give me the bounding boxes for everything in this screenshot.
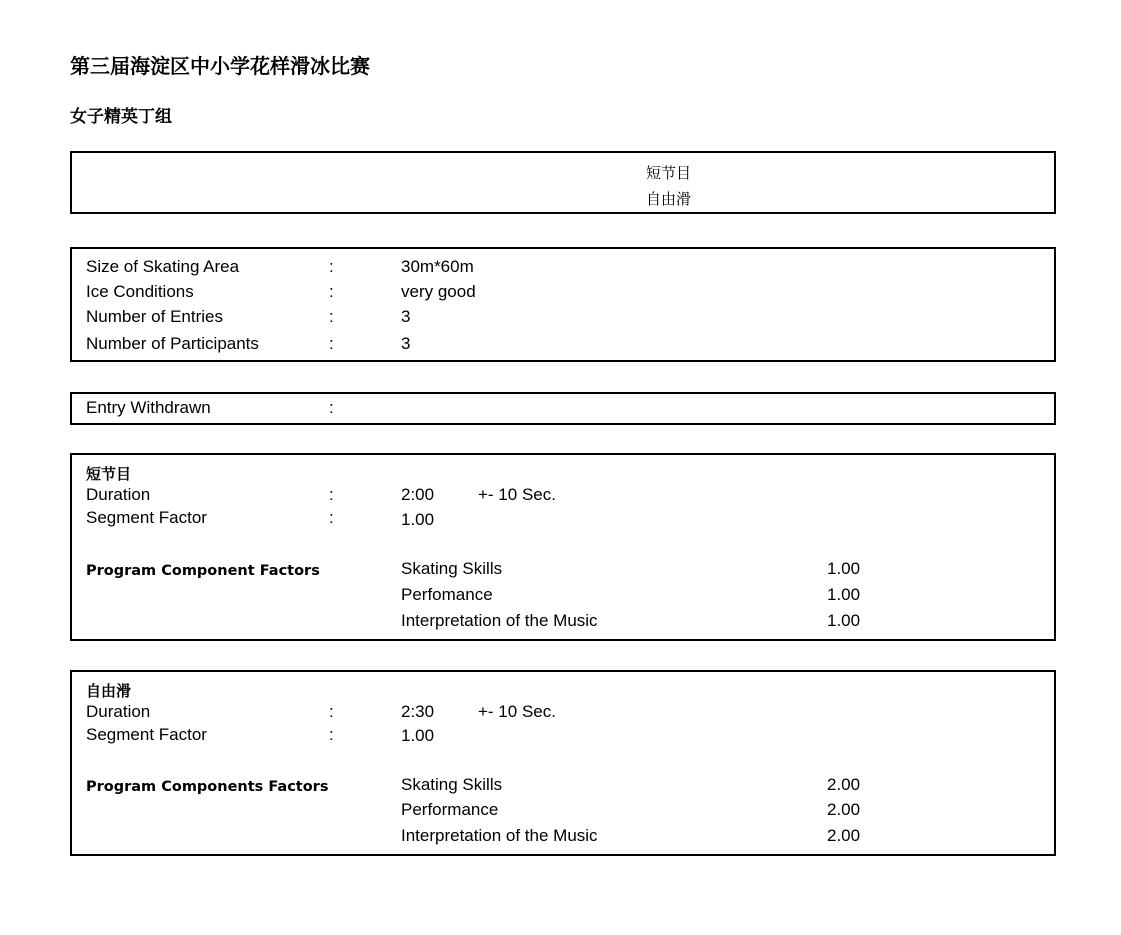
sp-component-name: Skating Skills — [401, 559, 503, 578]
segment-short-program: 短节目 — [646, 164, 692, 182]
fs-duration-tolerance: +- 10 Sec. — [478, 702, 556, 721]
fs-component-factor: 2.00 — [827, 775, 861, 794]
entries-label: Number of Entries — [86, 307, 223, 326]
fs-factor-colon: : — [329, 725, 334, 744]
withdrawn-colon: : — [329, 398, 334, 417]
entries-value: 3 — [401, 307, 411, 326]
sp-component-name: Interpretation of the Music — [401, 611, 598, 630]
ice-conditions-colon: : — [329, 282, 334, 301]
ice-conditions-value: very good — [401, 282, 476, 301]
fs-component-name: Skating Skills — [401, 775, 503, 794]
fs-component-factor: 2.00 — [827, 826, 861, 845]
fs-duration-value: 2:30 — [401, 702, 435, 721]
sp-pcf-label: Program Component Factors — [86, 563, 320, 579]
sp-duration-label: Duration — [86, 485, 151, 504]
sp-factor-label: Segment Factor — [86, 508, 207, 527]
free-skating-heading: 自由滑 — [86, 682, 132, 700]
sp-duration-tolerance: +- 10 Sec. — [478, 485, 556, 504]
sp-duration-value: 2:00 — [401, 485, 435, 504]
document-title: 第三届海淀区中小学花样滑冰比赛 — [70, 54, 370, 78]
segment-free-skating: 自由滑 — [646, 190, 692, 208]
fs-pcf-label: Program Components Factors — [86, 779, 329, 795]
skating-area-value: 30m*60m — [401, 257, 474, 276]
venue-info-box — [70, 247, 1056, 362]
ice-conditions-label: Ice Conditions — [86, 282, 194, 301]
sp-component-name: Perfomance — [401, 585, 493, 604]
fs-factor-value: 1.00 — [401, 726, 435, 745]
fs-factor-label: Segment Factor — [86, 725, 207, 744]
skating-area-label: Size of Skating Area — [86, 257, 240, 276]
fs-duration-label: Duration — [86, 702, 151, 721]
fs-component-name: Interpretation of the Music — [401, 826, 598, 845]
participants-label: Number of Participants — [86, 334, 259, 353]
participants-value: 3 — [401, 334, 411, 353]
skating-area-colon: : — [329, 257, 334, 276]
participants-colon: : — [329, 334, 334, 353]
withdrawn-label: Entry Withdrawn — [86, 398, 211, 417]
short-program-heading: 短节目 — [86, 465, 132, 483]
sp-component-factor: 1.00 — [827, 559, 861, 578]
sp-component-factor: 1.00 — [827, 611, 861, 630]
sp-factor-colon: : — [329, 508, 334, 527]
withdrawn-box — [70, 392, 1056, 425]
fs-duration-colon: : — [329, 702, 334, 721]
fs-component-name: Performance — [401, 800, 499, 819]
category-title: 女子精英丁组 — [70, 107, 172, 127]
short-program-box — [70, 453, 1056, 641]
segments-box — [70, 151, 1056, 214]
free-skating-box — [70, 670, 1056, 856]
sp-duration-colon: : — [329, 485, 334, 504]
entries-colon: : — [329, 307, 334, 326]
sp-factor-value: 1.00 — [401, 510, 435, 529]
sp-component-factor: 1.00 — [827, 585, 861, 604]
fs-component-factor: 2.00 — [827, 800, 861, 819]
